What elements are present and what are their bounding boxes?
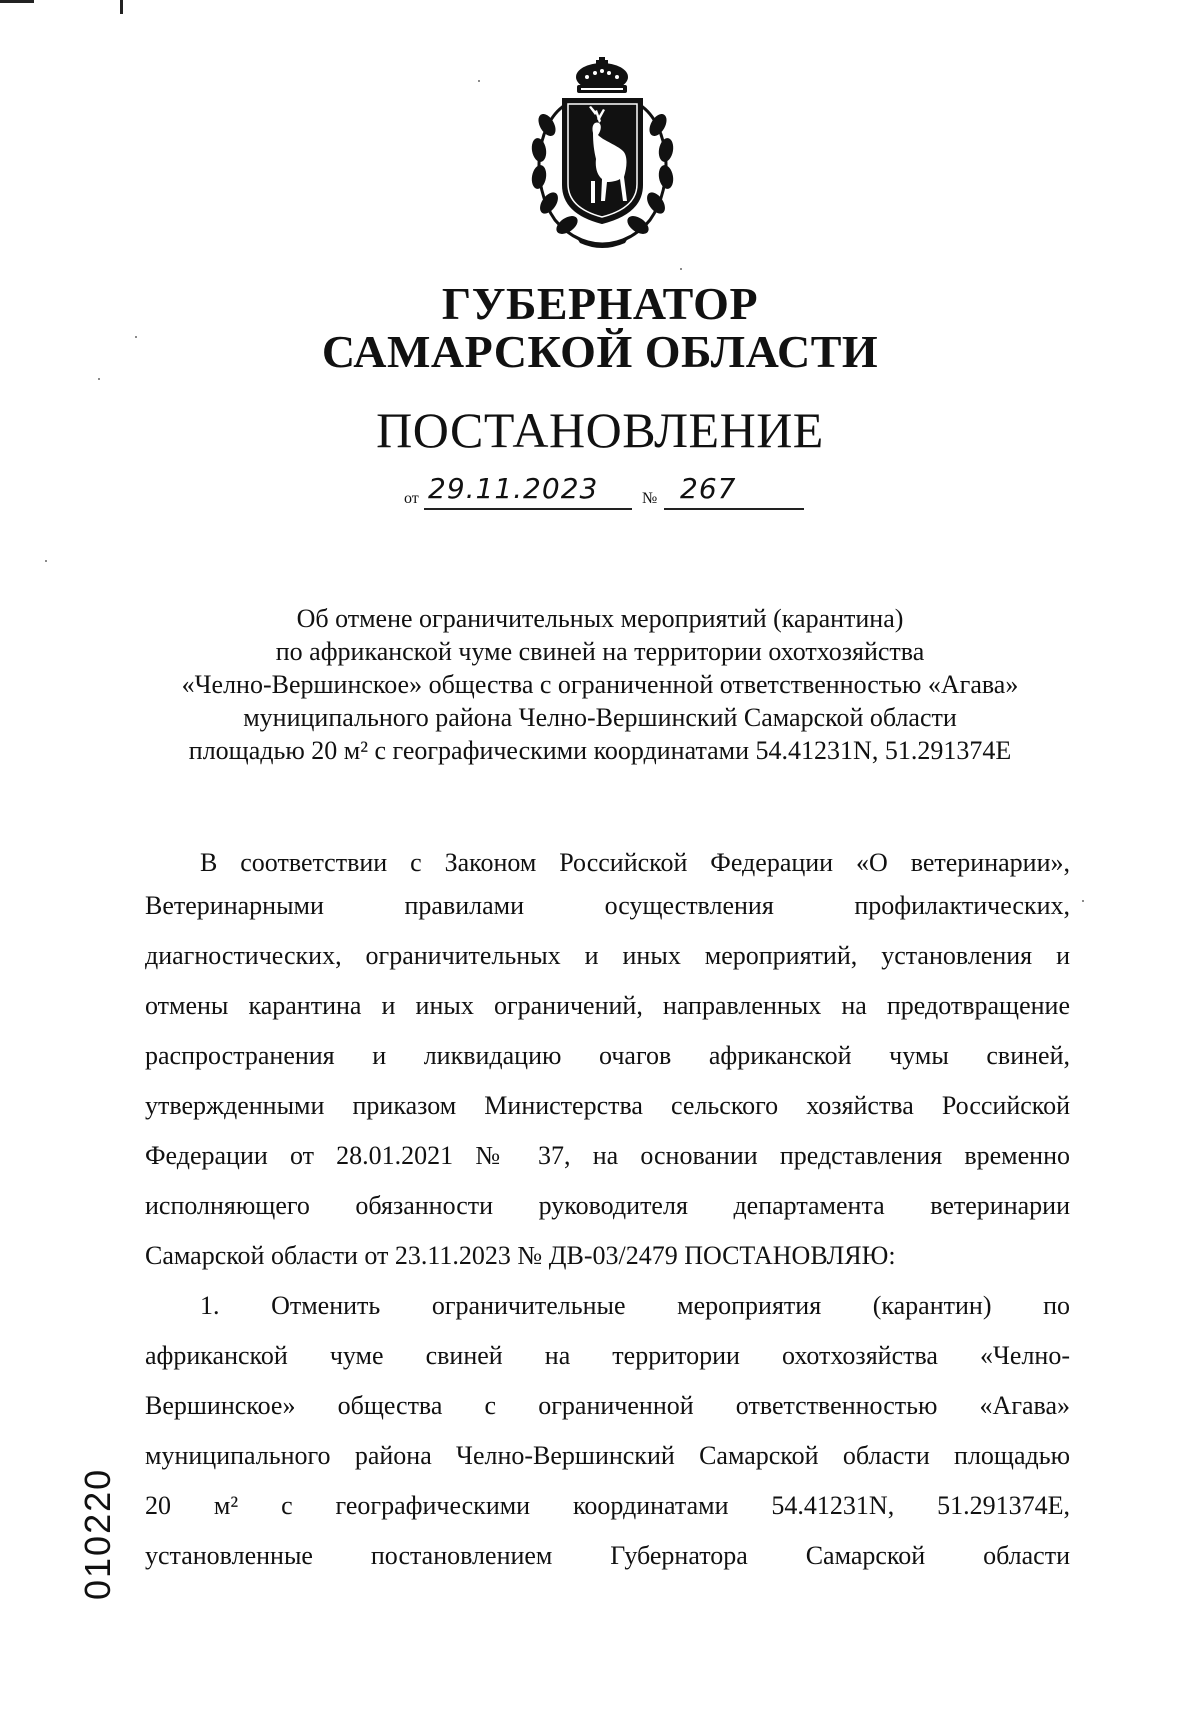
body-line: установленные постановлением Губернатора Самарской области — [145, 1541, 1070, 1570]
subject-line: площадью 20 м² с географическими координатами 54.41231N, 51.291374E — [188, 736, 1012, 765]
body-line: Ветеринарными правилами осуществления профилактических, — [145, 891, 1070, 920]
date-label: от — [404, 490, 419, 507]
body-line: Самарской области от 23.11.2023 № ДВ-03/2479 ПОСТАНОВЛЯЮ: — [145, 1241, 896, 1270]
body-line: отмены карантина и иных ограничений, направленных на предотвращение — [145, 991, 1070, 1020]
subject-line: по африканской чуме свиней на территории охотхозяйства — [275, 637, 925, 666]
number-label: № — [642, 490, 658, 507]
scan-speck — [1082, 900, 1084, 902]
scan-speck — [680, 268, 682, 270]
scan-speck — [45, 560, 47, 562]
side-serial-number: 010220 — [77, 1467, 118, 1600]
body-line: 20 м² с географическими координатами 54.41231N, 51.291374E, — [145, 1491, 1070, 1520]
body-line: африканской чуме свиней на территории охотхозяйства «Челно- — [145, 1341, 1070, 1370]
body-line: исполняющего обязанности руководителя департамента ветеринарии — [145, 1191, 1070, 1220]
subject-line: Об отмене ограничительных мероприятий (карантина) — [296, 604, 904, 633]
body-line: 1. Отменить ограничительные мероприятия (карантин) по — [200, 1291, 1070, 1320]
subject-line: муниципального района Челно-Вершинский Самарской области — [243, 703, 957, 732]
body-line: утвержденными приказом Министерства сельского хозяйства Российской — [145, 1091, 1070, 1120]
document-subject — [130, 602, 1070, 767]
date-underline — [424, 508, 632, 510]
scan-speck — [478, 80, 480, 82]
document-date: 29.11.2023 — [428, 472, 599, 505]
number-underline — [664, 508, 804, 510]
body-line: Федерации от 28.01.2021 № 37, на основании представления временно — [145, 1141, 1070, 1170]
body-line: диагностических, ограничительных и иных мероприятий, установления и — [145, 941, 1070, 970]
body-line: муниципального района Челно-Вершинский Самарской области площадью — [145, 1441, 1070, 1470]
governor-title: ГУБЕРНАТОР — [441, 278, 759, 329]
subject-line: «Челно-Вершинское» общества с ограниченной ответственностью «Агава» — [181, 670, 1019, 699]
scan-corner-mark — [120, 0, 123, 14]
samara-coat-of-arms-icon — [525, 55, 680, 250]
document-type: ПОСТАНОВЛЕНИЕ — [376, 402, 824, 458]
date-number-line — [0, 470, 1200, 510]
body-line: В соответствии с Законом Российской Федерации «О ветеринарии», — [200, 848, 1070, 877]
scan-corner-mark — [0, 0, 34, 3]
body-line: распространения и ликвидацию очагов африканской чумы свиней, — [145, 1041, 1070, 1070]
region-title: САМАРСКОЙ ОБЛАСТИ — [321, 326, 879, 377]
document-number: 267 — [680, 472, 737, 505]
body-line: Вершинское» общества с ограниченной ответственностью «Агава» — [145, 1391, 1070, 1420]
